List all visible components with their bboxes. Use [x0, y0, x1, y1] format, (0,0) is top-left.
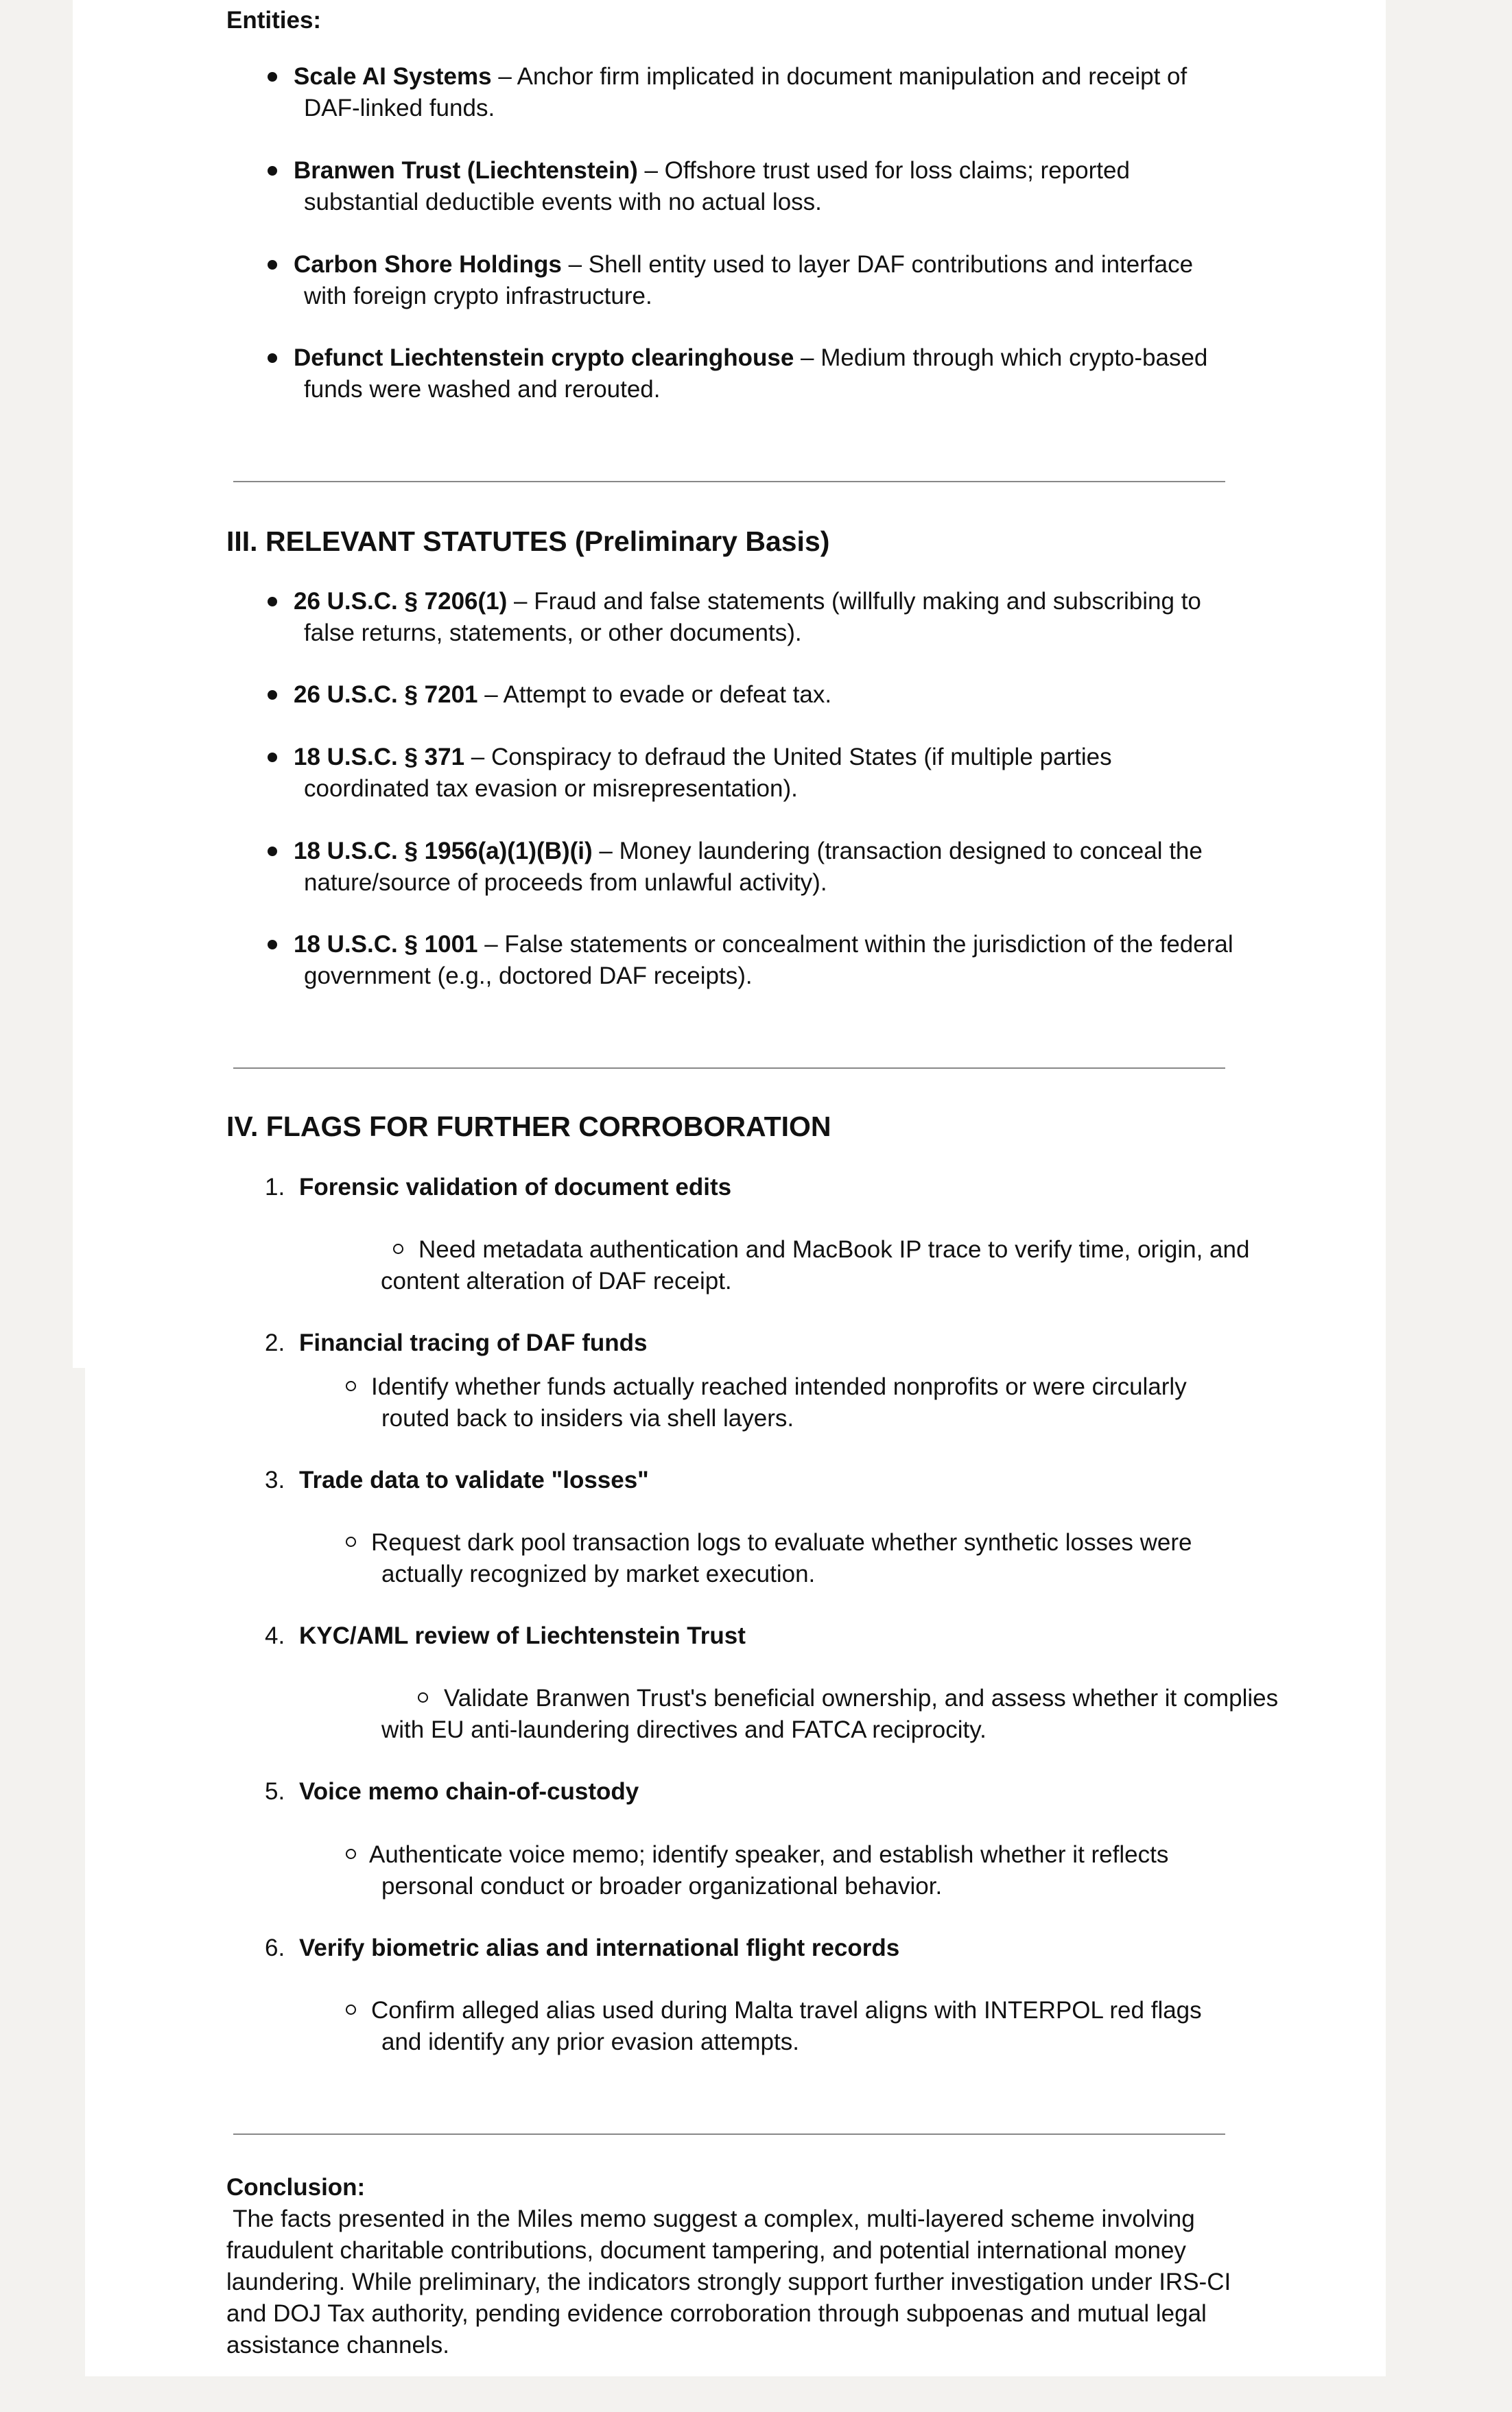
- conclusion-line: laundering. While preliminary, the indicators strongly support further investigation under IRS-CI: [226, 2269, 1231, 2295]
- flag-number: 3.: [265, 1467, 285, 1493]
- flag-detail: Confirm alleged alias used during Malta travel aligns with INTERPOL red flags: [371, 1997, 1202, 2024]
- flag-title: Verify biometric alias and international flight records: [299, 1935, 900, 1961]
- statute-description-cont: nature/source of proceeds from unlawful activity).: [304, 869, 827, 896]
- conclusion-heading: Conclusion:: [226, 2174, 366, 2201]
- entity-description-cont: substantial deductible events with no actual loss.: [304, 189, 822, 215]
- entity-name: Branwen Trust (Liechtenstein): [294, 157, 638, 184]
- statute-description: – Fraud and false statements (willfully making and subscribing to: [507, 588, 1201, 615]
- flag-title: Trade data to validate "losses": [299, 1467, 649, 1493]
- conclusion-line: assistance channels.: [226, 2332, 449, 2358]
- statute-code: 18 U.S.C. § 1001: [294, 931, 478, 958]
- entities-heading: Entities:: [226, 7, 322, 34]
- conclusion-line: fraudulent charitable contributions, document tampering, and potential international money: [226, 2237, 1186, 2264]
- section-divider: [233, 2133, 1225, 2135]
- bullet-icon: [268, 260, 277, 270]
- bullet-icon: [268, 847, 277, 856]
- section-divider: [233, 1067, 1225, 1069]
- statute-code: 18 U.S.C. § 371: [294, 744, 465, 770]
- bullet-icon: [268, 690, 277, 700]
- flag-title: Financial tracing of DAF funds: [299, 1329, 648, 1356]
- flag-detail-cont: with EU anti-laundering directives and FATCA reciprocity.: [381, 1716, 987, 1743]
- statutes-heading: III. RELEVANT STATUTES (Preliminary Basis): [226, 525, 830, 557]
- section-divider: [233, 481, 1225, 482]
- sub-bullet-icon: [346, 1381, 356, 1391]
- entity-description: – Offshore trust used for loss claims; reported: [637, 157, 1130, 184]
- entity-description: – Anchor firm implicated in document manipulation and receipt of: [491, 63, 1188, 90]
- statute-description-cont: coordinated tax evasion or misrepresentation).: [304, 775, 798, 802]
- statute-code: 26 U.S.C. § 7201: [294, 681, 478, 708]
- bullet-icon: [268, 753, 277, 762]
- flag-detail-cont: content alteration of DAF receipt.: [381, 1268, 732, 1294]
- entity-name: Defunct Liechtenstein crypto clearinghouse: [294, 344, 794, 371]
- flag-title: KYC/AML review of Liechtenstein Trust: [299, 1622, 746, 1649]
- flag-detail-cont: actually recognized by market execution.: [381, 1561, 816, 1587]
- statute-code: 18 U.S.C. § 1956(a)(1)(B)(i): [294, 838, 593, 864]
- flag-detail: Authenticate voice memo; identify speaker, and establish whether it reflects: [369, 1841, 1169, 1868]
- flag-number: 6.: [265, 1935, 285, 1961]
- flag-title: Forensic validation of document edits: [299, 1174, 732, 1201]
- statute-description-cont: government (e.g., doctored DAF receipts).: [304, 962, 753, 989]
- entity-description-cont: funds were washed and rerouted.: [304, 376, 661, 403]
- statute-description: – Conspiracy to defraud the United States (if multiple parties: [464, 744, 1112, 770]
- bullet-icon: [268, 353, 277, 363]
- entity-description: – Shell entity used to layer DAF contributions and interface: [561, 251, 1194, 278]
- entity-name: Scale AI Systems: [294, 63, 492, 90]
- sub-bullet-icon: [346, 1537, 356, 1547]
- statute-description: – Money laundering (transaction designed to conceal the: [592, 838, 1203, 864]
- flag-number: 4.: [265, 1622, 285, 1649]
- flag-detail-cont: personal conduct or broader organizational behavior.: [381, 1873, 943, 1900]
- statute-description: – Attempt to evade or defeat tax.: [477, 681, 832, 708]
- flag-number: 5.: [265, 1778, 285, 1805]
- bullet-icon: [268, 940, 277, 949]
- sub-bullet-icon: [346, 1849, 356, 1859]
- sub-bullet-icon: [346, 2005, 356, 2015]
- flag-detail: Validate Branwen Trust's beneficial ownership, and assess whether it complies: [444, 1685, 1279, 1712]
- flag-detail: Identify whether funds actually reached intended nonprofits or were circularly: [371, 1373, 1187, 1400]
- flags-heading: IV. FLAGS FOR FURTHER CORROBORATION: [226, 1111, 831, 1142]
- flag-detail-cont: routed back to insiders via shell layers.: [381, 1405, 794, 1432]
- flag-detail: Request dark pool transaction logs to evaluate whether synthetic losses were: [371, 1529, 1192, 1556]
- entity-description-cont: DAF-linked funds.: [304, 95, 495, 121]
- flag-title: Voice memo chain-of-custody: [299, 1778, 639, 1805]
- bullet-icon: [268, 166, 277, 176]
- flag-number: 2.: [265, 1329, 285, 1356]
- flag-detail-cont: and identify any prior evasion attempts.: [381, 2029, 799, 2055]
- bullet-icon: [268, 72, 277, 82]
- statute-code: 26 U.S.C. § 7206(1): [294, 588, 508, 615]
- bullet-icon: [268, 597, 277, 606]
- sub-bullet-icon: [393, 1244, 403, 1254]
- sub-bullet-icon: [418, 1692, 428, 1703]
- entity-description-cont: with foreign crypto infrastructure.: [304, 283, 652, 309]
- conclusion-line: The facts presented in the Miles memo suggest a complex, multi-layered scheme involving: [226, 2206, 1195, 2232]
- conclusion-line: and DOJ Tax authority, pending evidence corroboration through subpoenas and mutual legal: [226, 2300, 1207, 2327]
- entity-description: – Medium through which crypto-based: [794, 344, 1208, 371]
- flag-number: 1.: [265, 1174, 285, 1201]
- statute-description: – False statements or concealment within the jurisdiction of the federal: [477, 931, 1233, 958]
- entity-name: Carbon Shore Holdings: [294, 251, 562, 278]
- flag-detail: Need metadata authentication and MacBook IP trace to verify time, origin, and: [418, 1236, 1250, 1263]
- statute-description-cont: false returns, statements, or other documents).: [304, 619, 802, 646]
